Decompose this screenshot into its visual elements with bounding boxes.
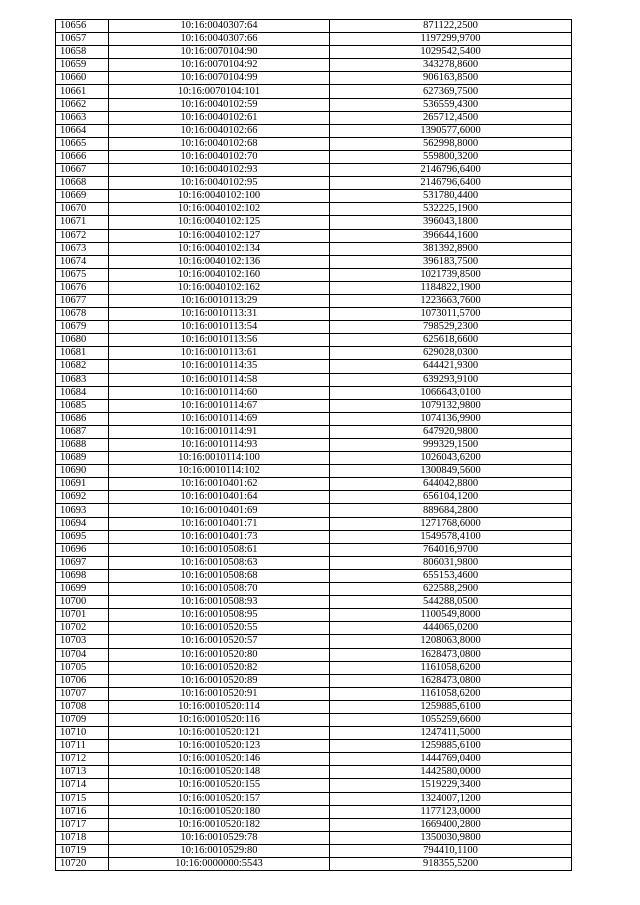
document-page [55,19,572,871]
value-cell: 1026043,6200 [330,452,572,465]
row-number-cell: 10687 [56,425,109,438]
row-number-cell: 10688 [56,439,109,452]
table-row [56,452,572,465]
row-number-cell: 10710 [56,727,109,740]
row-number-cell: 10692 [56,491,109,504]
cadastral-number-cell: 10:16:0010520:121 [109,727,330,740]
value-cell: 1208063,8000 [330,635,572,648]
table-row [56,321,572,334]
table-row [56,465,572,478]
table-row [56,98,572,111]
value-cell: 1161058,6200 [330,661,572,674]
row-number-cell: 10660 [56,72,109,85]
table-row [56,491,572,504]
cadastral-number-cell: 10:16:0010520:123 [109,740,330,753]
value-cell: 764016,9700 [330,543,572,556]
row-number-cell: 10718 [56,831,109,844]
table-row [56,137,572,150]
cadastral-number-cell: 10:16:0010401:62 [109,478,330,491]
cadastral-number-cell: 10:16:0010508:70 [109,583,330,596]
cadastral-number-cell: 10:16:0010113:61 [109,347,330,360]
table-row [56,740,572,753]
row-number-cell: 10695 [56,530,109,543]
value-cell: 627369,7500 [330,85,572,98]
cadastral-number-cell: 10:16:0010114:102 [109,465,330,478]
cadastral-number-cell: 10:16:0040102:162 [109,281,330,294]
value-cell: 444065,0200 [330,622,572,635]
cadastral-number-cell: 10:16:0010520:157 [109,792,330,805]
value-cell: 639293,9100 [330,373,572,386]
cadastral-number-cell: 10:16:0010520:57 [109,635,330,648]
row-number-cell: 10708 [56,700,109,713]
table-row [56,373,572,386]
table-row [56,700,572,713]
cadastral-number-cell: 10:16:0010529:80 [109,844,330,857]
row-number-cell: 10701 [56,609,109,622]
cadastral-number-cell: 10:16:0010529:78 [109,831,330,844]
row-number-cell: 10668 [56,177,109,190]
value-cell: 906163,8500 [330,72,572,85]
row-number-cell: 10671 [56,216,109,229]
row-number-cell: 10705 [56,661,109,674]
value-cell: 1223663,7600 [330,294,572,307]
table-row [56,347,572,360]
cadastral-number-cell: 10:16:0010520:91 [109,687,330,700]
cadastral-number-cell: 10:16:0010114:100 [109,452,330,465]
value-cell: 1055259,6600 [330,713,572,726]
cadastral-number-cell: 10:16:0040102:70 [109,150,330,163]
table-row [56,72,572,85]
cadastral-number-cell: 10:16:0010113:31 [109,308,330,321]
row-number-cell: 10717 [56,818,109,831]
cadastral-number-cell: 10:16:0040102:125 [109,216,330,229]
row-number-cell: 10676 [56,281,109,294]
cadastral-number-cell: 10:16:0040102:100 [109,190,330,203]
row-number-cell: 10680 [56,334,109,347]
table-row [56,59,572,72]
value-cell: 1350030,9800 [330,831,572,844]
table-row [56,858,572,871]
row-number-cell: 10656 [56,20,109,33]
cadastral-number-cell: 10:16:0040102:66 [109,124,330,137]
row-number-cell: 10683 [56,373,109,386]
cadastral-number-cell: 10:16:0010520:148 [109,766,330,779]
value-cell: 531780,4400 [330,190,572,203]
value-cell: 1390577,6000 [330,124,572,137]
table-row [56,569,572,582]
table-row [56,713,572,726]
table-row [56,622,572,635]
row-number-cell: 10662 [56,98,109,111]
table-row [56,661,572,674]
table-row [56,687,572,700]
row-number-cell: 10697 [56,556,109,569]
table-row [56,779,572,792]
table-row [56,242,572,255]
table-row [56,609,572,622]
row-number-cell: 10706 [56,674,109,687]
cadastral-number-cell: 10:16:0040102:127 [109,229,330,242]
cadastral-number-cell: 10:16:0010520:146 [109,753,330,766]
cadastral-number-cell: 10:16:0040102:68 [109,137,330,150]
value-cell: 562998,8000 [330,137,572,150]
value-cell: 532225,1900 [330,203,572,216]
value-cell: 647920,9800 [330,425,572,438]
row-number-cell: 10669 [56,190,109,203]
row-number-cell: 10700 [56,596,109,609]
row-number-cell: 10663 [56,111,109,124]
table-row [56,85,572,98]
row-number-cell: 10713 [56,766,109,779]
value-cell: 1519229,3400 [330,779,572,792]
value-cell: 622588,2900 [330,583,572,596]
value-cell: 656104,1200 [330,491,572,504]
cadastral-number-cell: 10:16:0040307:64 [109,20,330,33]
row-number-cell: 10702 [56,622,109,635]
row-number-cell: 10689 [56,452,109,465]
row-number-cell: 10670 [56,203,109,216]
value-cell: 1628473,0800 [330,674,572,687]
cadastral-number-cell: 10:16:0040102:102 [109,203,330,216]
table-row [56,766,572,779]
table-row [56,439,572,452]
table-row [56,360,572,373]
value-cell: 1184822,1900 [330,281,572,294]
row-number-cell: 10690 [56,465,109,478]
table-row [56,792,572,805]
table-row [56,399,572,412]
row-number-cell: 10675 [56,268,109,281]
cadastral-number-cell: 10:16:0010401:64 [109,491,330,504]
table-row [56,229,572,242]
row-number-cell: 10658 [56,46,109,59]
table-row [56,111,572,124]
value-cell: 343278,8600 [330,59,572,72]
table-row [56,150,572,163]
row-number-cell: 10686 [56,412,109,425]
value-cell: 918355,5200 [330,858,572,871]
value-cell: 1100549,8000 [330,609,572,622]
value-cell: 1259885,6100 [330,700,572,713]
row-number-cell: 10703 [56,635,109,648]
row-number-cell: 10704 [56,648,109,661]
value-cell: 2146796,6400 [330,164,572,177]
value-cell: 889684,2800 [330,504,572,517]
data-table [55,19,572,871]
value-cell: 1177123,0000 [330,805,572,818]
cadastral-number-cell: 10:16:0000000:5543 [109,858,330,871]
row-number-cell: 10667 [56,164,109,177]
row-number-cell: 10678 [56,308,109,321]
row-number-cell: 10716 [56,805,109,818]
table-row [56,294,572,307]
cadastral-number-cell: 10:16:0010114:91 [109,425,330,438]
value-cell: 1161058,6200 [330,687,572,700]
cadastral-number-cell: 10:16:0040102:95 [109,177,330,190]
row-number-cell: 10666 [56,150,109,163]
value-cell: 806031,9800 [330,556,572,569]
table-row [56,556,572,569]
table-row [56,216,572,229]
value-cell: 1444769,0400 [330,753,572,766]
cadastral-number-cell: 10:16:0010114:58 [109,373,330,386]
table-row [56,674,572,687]
cadastral-number-cell: 10:16:0010520:82 [109,661,330,674]
cadastral-number-cell: 10:16:0010113:56 [109,334,330,347]
cadastral-number-cell: 10:16:0070104:92 [109,59,330,72]
table-row [56,844,572,857]
table-row [56,583,572,596]
cadastral-number-cell: 10:16:0010508:93 [109,596,330,609]
row-number-cell: 10659 [56,59,109,72]
cadastral-number-cell: 10:16:0010508:63 [109,556,330,569]
row-number-cell: 10673 [56,242,109,255]
value-cell: 644421,9300 [330,360,572,373]
value-cell: 559800,3200 [330,150,572,163]
cadastral-number-cell: 10:16:0010113:29 [109,294,330,307]
cadastral-number-cell: 10:16:0010114:93 [109,439,330,452]
table-row [56,46,572,59]
value-cell: 1324007,1200 [330,792,572,805]
cadastral-number-cell: 10:16:0010113:54 [109,321,330,334]
table-row [56,124,572,137]
cadastral-number-cell: 10:16:0010401:73 [109,530,330,543]
table-row [56,281,572,294]
value-cell: 629028,0300 [330,347,572,360]
row-number-cell: 10715 [56,792,109,805]
table-row [56,818,572,831]
row-number-cell: 10694 [56,517,109,530]
table-row [56,727,572,740]
row-number-cell: 10657 [56,33,109,46]
value-cell: 1442580,0000 [330,766,572,779]
table-row [56,177,572,190]
cadastral-number-cell: 10:16:0040102:59 [109,98,330,111]
value-cell: 1066643,0100 [330,386,572,399]
cadastral-number-cell: 10:16:0070104:90 [109,46,330,59]
row-number-cell: 10684 [56,386,109,399]
table-row [56,334,572,347]
table-row [56,543,572,556]
table-row [56,164,572,177]
value-cell: 396644,1600 [330,229,572,242]
cadastral-number-cell: 10:16:0040102:160 [109,268,330,281]
row-number-cell: 10691 [56,478,109,491]
table-row [56,478,572,491]
table-row [56,20,572,33]
cadastral-number-cell: 10:16:0010508:95 [109,609,330,622]
cadastral-number-cell: 10:16:0010520:89 [109,674,330,687]
cadastral-number-cell: 10:16:0010520:114 [109,700,330,713]
value-cell: 1079132,9800 [330,399,572,412]
value-cell: 871122,2500 [330,20,572,33]
table-row [56,203,572,216]
value-cell: 999329,1500 [330,439,572,452]
cadastral-number-cell: 10:16:0040102:134 [109,242,330,255]
table-row [56,268,572,281]
value-cell: 1271768,6000 [330,517,572,530]
cadastral-number-cell: 10:16:0010114:69 [109,412,330,425]
table-row [56,33,572,46]
value-cell: 794410,1100 [330,844,572,857]
cadastral-number-cell: 10:16:0010401:71 [109,517,330,530]
value-cell: 381392,8900 [330,242,572,255]
table-row [56,753,572,766]
table-row [56,831,572,844]
row-number-cell: 10685 [56,399,109,412]
value-cell: 625618,6600 [330,334,572,347]
value-cell: 396043,1800 [330,216,572,229]
table-body [56,20,572,871]
row-number-cell: 10672 [56,229,109,242]
row-number-cell: 10665 [56,137,109,150]
value-cell: 1549578,4100 [330,530,572,543]
row-number-cell: 10707 [56,687,109,700]
row-number-cell: 10682 [56,360,109,373]
row-number-cell: 10679 [56,321,109,334]
cadastral-number-cell: 10:16:0010508:61 [109,543,330,556]
value-cell: 1029542,5400 [330,46,572,59]
value-cell: 544288,0500 [330,596,572,609]
value-cell: 1247411,5000 [330,727,572,740]
table-row [56,504,572,517]
row-number-cell: 10681 [56,347,109,360]
value-cell: 536559,4300 [330,98,572,111]
table-row [56,412,572,425]
value-cell: 1259885,6100 [330,740,572,753]
row-number-cell: 10699 [56,583,109,596]
cadastral-number-cell: 10:16:0010520:116 [109,713,330,726]
row-number-cell: 10693 [56,504,109,517]
value-cell: 1628473,0800 [330,648,572,661]
table-row [56,596,572,609]
cadastral-number-cell: 10:16:0010114:67 [109,399,330,412]
cadastral-number-cell: 10:16:0040102:136 [109,255,330,268]
row-number-cell: 10661 [56,85,109,98]
row-number-cell: 10712 [56,753,109,766]
value-cell: 655153,4600 [330,569,572,582]
value-cell: 2146796,6400 [330,177,572,190]
cadastral-number-cell: 10:16:0010520:182 [109,818,330,831]
row-number-cell: 10719 [56,844,109,857]
cadastral-number-cell: 10:16:0040307:66 [109,33,330,46]
row-number-cell: 10696 [56,543,109,556]
cadastral-number-cell: 10:16:0010520:55 [109,622,330,635]
table-row [56,635,572,648]
row-number-cell: 10698 [56,569,109,582]
table-row [56,517,572,530]
value-cell: 1074136,9900 [330,412,572,425]
value-cell: 1197299,9700 [330,33,572,46]
table-row [56,648,572,661]
table-row [56,308,572,321]
cadastral-number-cell: 10:16:0010114:35 [109,360,330,373]
row-number-cell: 10720 [56,858,109,871]
cadastral-number-cell: 10:16:0010520:155 [109,779,330,792]
row-number-cell: 10709 [56,713,109,726]
value-cell: 1669400,2800 [330,818,572,831]
cadastral-number-cell: 10:16:0040102:93 [109,164,330,177]
cadastral-number-cell: 10:16:0010114:60 [109,386,330,399]
cadastral-number-cell: 10:16:0010508:68 [109,569,330,582]
row-number-cell: 10677 [56,294,109,307]
row-number-cell: 10714 [56,779,109,792]
table-row [56,425,572,438]
table-row [56,530,572,543]
table-row [56,190,572,203]
cadastral-number-cell: 10:16:0070104:99 [109,72,330,85]
row-number-cell: 10674 [56,255,109,268]
value-cell: 396183,7500 [330,255,572,268]
value-cell: 265712,4500 [330,111,572,124]
value-cell: 1073011,5700 [330,308,572,321]
row-number-cell: 10711 [56,740,109,753]
cadastral-number-cell: 10:16:0040102:61 [109,111,330,124]
cadastral-number-cell: 10:16:0010520:80 [109,648,330,661]
cadastral-number-cell: 10:16:0070104:101 [109,85,330,98]
table-row [56,255,572,268]
cadastral-number-cell: 10:16:0010520:180 [109,805,330,818]
value-cell: 1021739,8500 [330,268,572,281]
value-cell: 1300849,5600 [330,465,572,478]
table-row [56,386,572,399]
table-row [56,805,572,818]
value-cell: 798529,2300 [330,321,572,334]
value-cell: 644042,8800 [330,478,572,491]
cadastral-number-cell: 10:16:0010401:69 [109,504,330,517]
row-number-cell: 10664 [56,124,109,137]
